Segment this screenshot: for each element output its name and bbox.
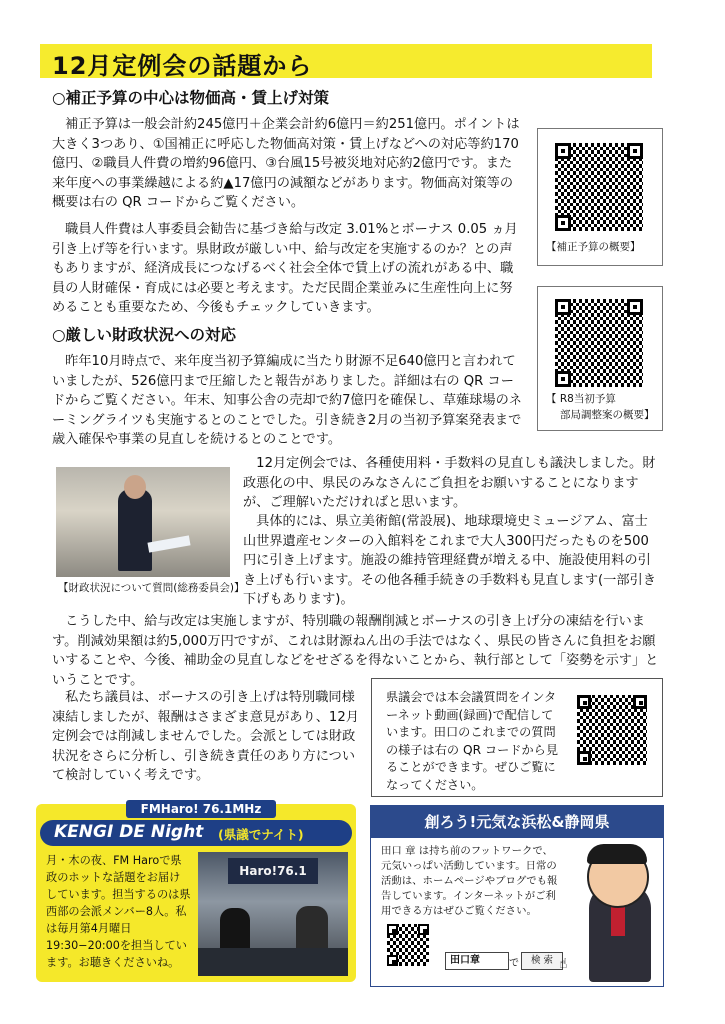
qr-caption: 【補正予算の概要】	[546, 241, 641, 253]
page-title: 12月定例会の話題から	[52, 52, 313, 80]
photo-caption: 【財政状況について質問(総務委員会)】	[58, 582, 245, 594]
radio-studio-photo	[198, 852, 348, 976]
qr-code[interactable]	[555, 299, 643, 387]
radio-title: KENGI DE Night	[54, 822, 204, 842]
radio-title-sub: (県議でナイト)	[218, 827, 304, 842]
cartoon-character	[573, 844, 659, 984]
paragraph-assembly-members: 私たち議員は、ボーナスの引き上げは特別職同様凍結しましたが、報酬はさまざま意見があり、12月定例会では削減しませんでした。会派としては財政状況をさらに分析し、引き続き責任のあり方について検討していく考えです。	[52, 690, 359, 783]
promo-box	[370, 805, 664, 987]
section-heading-fiscal: ○厳しい財政状況への対応	[52, 326, 237, 344]
paragraph-personnel-cost: 職員人件費は人事委員会勧告に基づき給与改定 3.01%とボーナス 0.05 ヵ月引き上げ等を行います。県財政が厳しい中、給与改定を実施するのか？との声もありますが、経済成長につなげるべく社会全体で賃上げの流れがある中、職員の人財確保・育成には必要と考えます。ただ民間企業並みに生産性向上に努めることも重要なため、今後もチェックしていきます。	[52, 222, 518, 315]
photo-committee-question	[56, 467, 230, 577]
paragraph-fees-review: 12月定例会では、各種使用料・手数料の見直しも議決しました。財政悪化の中、県民のみなさんにご負担をお願いすることになりますが、ご理解いただければと思います。	[243, 456, 656, 510]
paragraph-fiscal-shortfall: 昨年10月時点で、来年度当初予算編成に当たり財源不足640億円と言われていましたが、526億円まで圧縮したと報告がありました。詳細は右の QR コードからご覧ください。年末、知事公舎の売却で約7億円を確保し、草薙球場のネーミングライツも実施するとのことでした。引き続き2月の当初予算案発表まで歳入確保や事業の見直しを続けるとのことです。	[52, 354, 522, 447]
radio-station-label: FMHaro! 76.1MHz	[126, 800, 276, 818]
search-button[interactable]: 検 索	[521, 952, 563, 970]
paragraph-salary-freeze: こうした中、給与改定は実施しますが、特別職の報酬削減とボーナスの引き上げ分の凍結を行います。削減効果額は約5,000万円ですが、これは財源ねん出の手法ではなく、県民の皆さんに負担をお願いすることや、今後、補助金の見直しなどをせざるを得ないことから、執行部として「姿勢を示す」ということです。	[52, 614, 659, 688]
search-name-field[interactable]: 田口章	[445, 952, 509, 970]
speaker-figure	[118, 489, 152, 571]
qr-card-supplementary-budget	[537, 128, 663, 266]
page-banner	[40, 44, 652, 78]
qr-caption-line2: 部局調整案の概要】	[560, 409, 655, 421]
paragraph-budget-summary: 補正予算は一般会計約245億円＋企業会計約6億円＝約251億円。ポイントは大きく3つあり、①国補正に呼応した物価高対策・賃上げなどへの対応等約170億円、②職員人件費の増約96億円、③台風15号被災地対応約2億円です。また来年度への事業繰越による約▲17億円の減額などがあります。物価高対策等の概要は右の QR コードからご覧ください。	[52, 117, 520, 210]
radio-box	[36, 804, 356, 982]
document-paper	[147, 535, 190, 552]
section-heading-supplementary-budget: ○補正予算の中心は物価高・賃上げ対策	[52, 89, 330, 107]
promo-text: 田口 章 は持ち前のフットワークで、元気いっぱい活動しています。日常の活動は、ホームページやブログでも報告しています。インターネットがご利用できる方はぜひご覧ください。	[381, 845, 558, 917]
paragraph-museum-fees: 具体的には、県立美術館(常設展)、地球環境史ミュージアム、富士山世界遺産センターの入館料をこれまで大人300円だったものを500円に引き上げます。施設の維持管理経費が増える中、施設使用料の引き上げも行います。その他各種手続きの手数料も見直します(一部引き下げもあります)。	[243, 514, 656, 607]
qr-code[interactable]	[387, 924, 429, 966]
qr-code[interactable]	[555, 143, 643, 231]
studio-desk	[198, 948, 348, 976]
promo-header: 創ろう!元気な浜松&静岡県	[371, 806, 663, 838]
qr-card-r8-budget	[537, 286, 663, 431]
video-info-box	[371, 678, 663, 797]
radio-text: 月・木の夜、FM Haroで県政のホットな話題をお届けしています。担当するのは県西部の会派メンバー8人。私は毎月第4月曜日19:30−20:00を担当しています。お聴きくださいね。	[46, 854, 191, 969]
qr-code[interactable]	[577, 695, 647, 765]
video-info-text: 県議会では本会議質問をインターネット動画(録画)で配信しています。田口のこれまでの質問の様子は右の QR コードから見ることができます。ぜひご覧になってください。	[386, 690, 559, 792]
studio-sign: Haro!76.1	[228, 858, 318, 884]
speaker-head	[124, 475, 146, 499]
radio-title-bar	[40, 820, 352, 846]
cursor-hand-icon: ☝	[559, 956, 568, 972]
character-hair	[587, 844, 647, 864]
search-de-label: で	[509, 958, 519, 969]
qr-caption-line1: 【 R8当初予算	[546, 393, 616, 405]
